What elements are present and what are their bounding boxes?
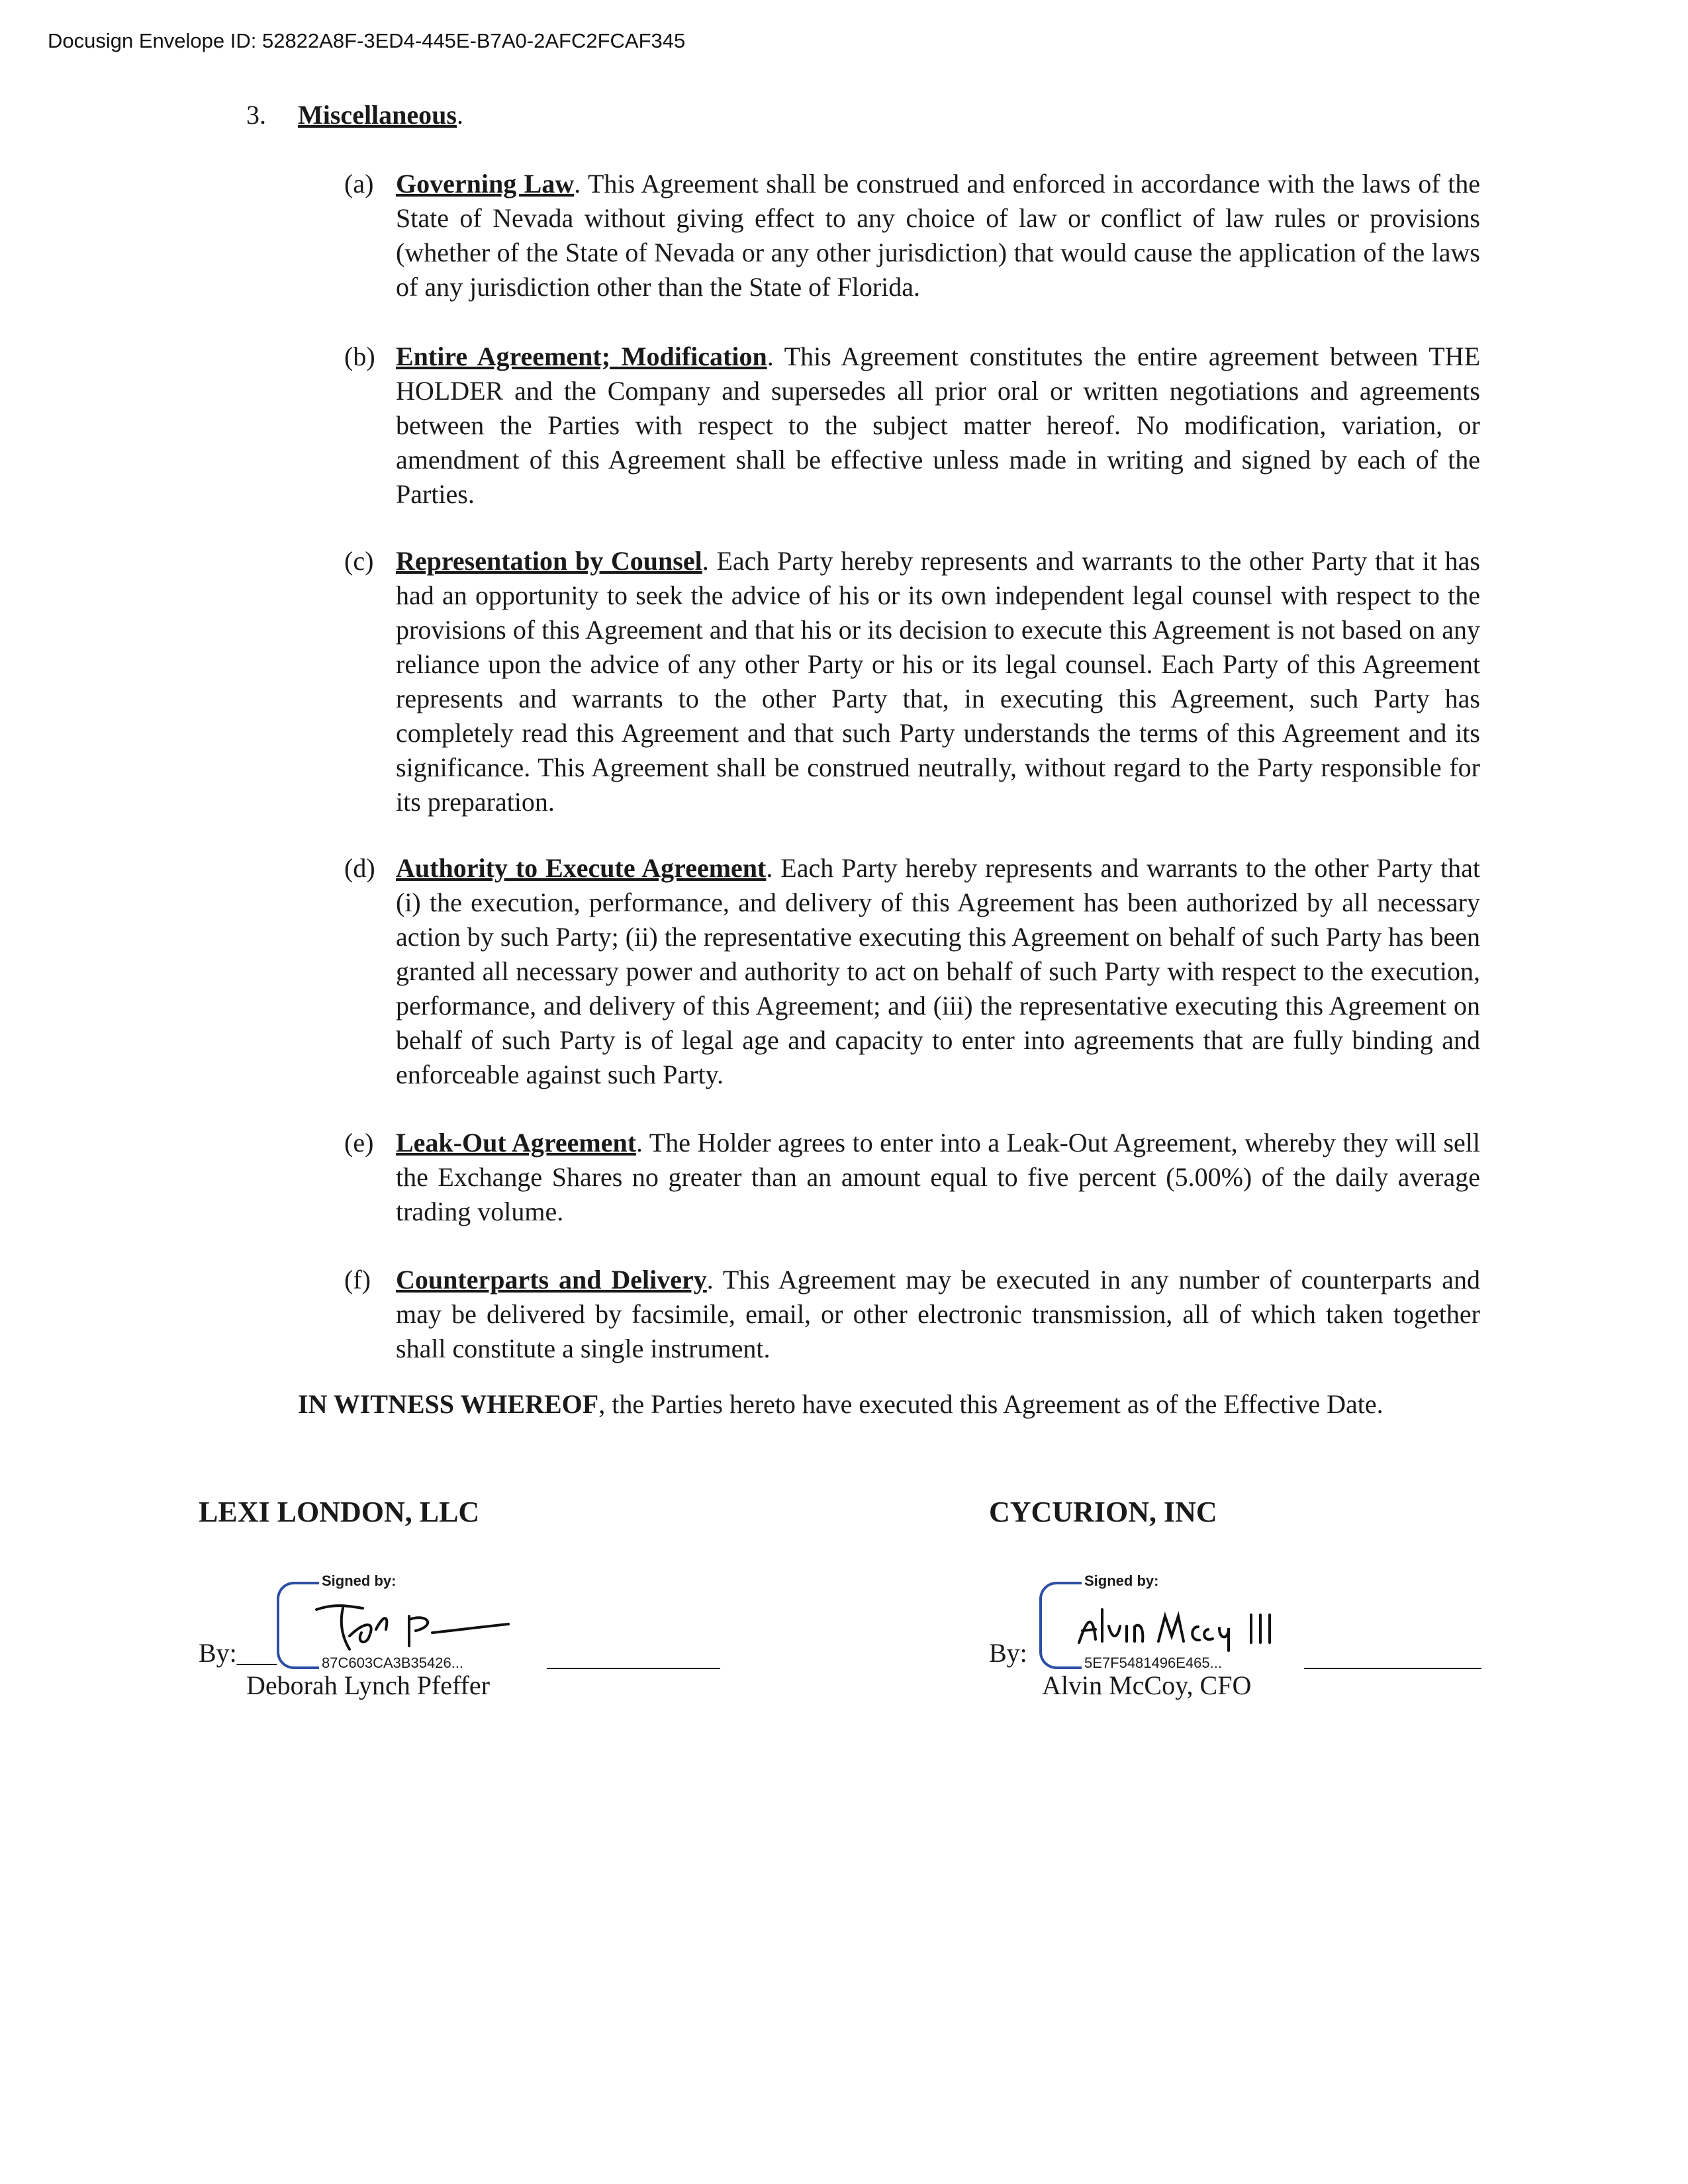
handwritten-signature <box>303 1590 528 1656</box>
clause-text: . This Agreement shall be construed and enforced in accordance with the laws of the State of Nevada without giving effect to any choice of law or conflict of law rules or provisions (whether of the State of Nevada or any other jurisdiction) that would cause the application of the laws of any jurisdiction other than the State of Florida. <box>396 169 1481 302</box>
clause-heading: Authority to Execute Agreement <box>396 853 767 883</box>
docusign-envelope-id: Docusign Envelope ID: 52822A8F-3ED4-445E-B7A0-2AFC2FCAF345 <box>48 29 686 52</box>
clause-heading: Entire Agreement; Modification <box>396 341 767 371</box>
clause-letter: (e) <box>344 1128 374 1158</box>
clause-governing-law <box>344 167 1481 304</box>
clause-heading: Counterparts and Delivery <box>396 1265 707 1295</box>
by-label: By:___ <box>199 1638 277 1668</box>
witness-lead: IN WITNESS WHEREOF <box>298 1389 599 1419</box>
handwritten-signature <box>1066 1590 1291 1656</box>
signature-id: 87C603CA3B35426... <box>319 1655 466 1672</box>
docusign-signature-box <box>277 1572 528 1673</box>
signature-id: 5E7F5481496E465... <box>1082 1655 1225 1672</box>
section-title-trail: . <box>456 100 463 130</box>
signed-by-label: Signed by: <box>319 1572 399 1590</box>
section-heading <box>246 98 463 132</box>
signer-name-left: Deborah Lynch Pfeffer <box>246 1670 491 1700</box>
clause-text: . Each Party hereby represents and warrants to the other Party that it has had an opportunity to seek the advice of his or its own independent legal counsel with respect to the provisions of this Agreement and that his or its decision to execute this Agreement is not based on any reliance upon the advice of any other Party or his or its legal counsel. Each Party of this Agreement represents and warrants to the other Party that, in executing this Agreement, such Party has completely read this Agreement and that such Party understands the terms of this Agreement and its significance. This Agreement shall be construed neutrally, without regard to the Party responsible for its preparation. <box>396 546 1481 817</box>
party-name-cycurion: CYCURION, INC <box>989 1496 1217 1528</box>
signature-line <box>1304 1668 1481 1669</box>
clause-letter: (b) <box>344 341 375 371</box>
clause-leak-out-agreement <box>344 1126 1480 1229</box>
witness-text: , the Parties hereto have executed this Agreement as of the Effective Date. <box>598 1389 1383 1419</box>
section-title: Miscellaneous <box>298 100 457 130</box>
clause-heading: Leak-Out Agreement <box>396 1128 637 1158</box>
clause-heading: Representation by Counsel <box>396 546 702 576</box>
clause-text: . This Agreement may be executed in any number of counterparts and may be delivered by facsimile, email, or other electronic transmission, all of which taken together shall constitute a single instrument. <box>396 1265 1480 1363</box>
clause-letter: (a) <box>344 169 374 199</box>
clause-representation-by-counsel <box>344 544 1481 819</box>
clause-text: . This Agreement constitutes the entire agreement between THE HOLDER and the Company and supersedes all prior oral or written negotiations and agreements between the Parties with respect to the subject matter hereof. No modification, variation, or amendment of this Agreement shall be effective unless made in writing and signed by each of the Parties. <box>396 341 1481 509</box>
clause-text: . The Holder agrees to enter into a Leak-Out Agreement, whereby they will sell the Exchange Shares no greater than an amount equal to five percent (5.00%) of the daily average trading volume. <box>396 1128 1480 1226</box>
docusign-signature-box <box>1039 1572 1291 1673</box>
by-label: By: <box>989 1638 1027 1668</box>
clause-entire-agreement <box>344 340 1481 512</box>
section-number: 3. <box>246 100 266 130</box>
clause-text: . Each Party hereby represents and warrants to the other Party that (i) the execution, performance, and delivery of this Agreement has been authorized by all necessary action by such Party; (ii) the representative executing this Agreement on behalf of such Party has been granted all necessary power and authority to act on behalf of such Party with respect to the execution, performance, and delivery of this Agreement; and (iii) the representative executing this Agreement on behalf of such Party is of legal age and capacity to enter into agreements that are fully binding and enforceable against such Party. <box>396 853 1481 1089</box>
clause-counterparts-and-delivery <box>344 1263 1480 1366</box>
clause-letter: (d) <box>344 853 375 883</box>
clause-authority-to-execute <box>344 851 1481 1092</box>
in-witness-whereof <box>199 1387 1480 1422</box>
signed-by-label: Signed by: <box>1082 1572 1161 1590</box>
party-name-lexi-london: LEXI LONDON, LLC <box>199 1496 480 1528</box>
clause-letter: (c) <box>344 546 374 576</box>
signer-name-right: Alvin McCoy, CFO <box>1042 1670 1252 1700</box>
clause-letter: (f) <box>344 1265 371 1295</box>
signature-line <box>547 1668 720 1669</box>
clause-heading: Governing Law <box>396 169 575 199</box>
